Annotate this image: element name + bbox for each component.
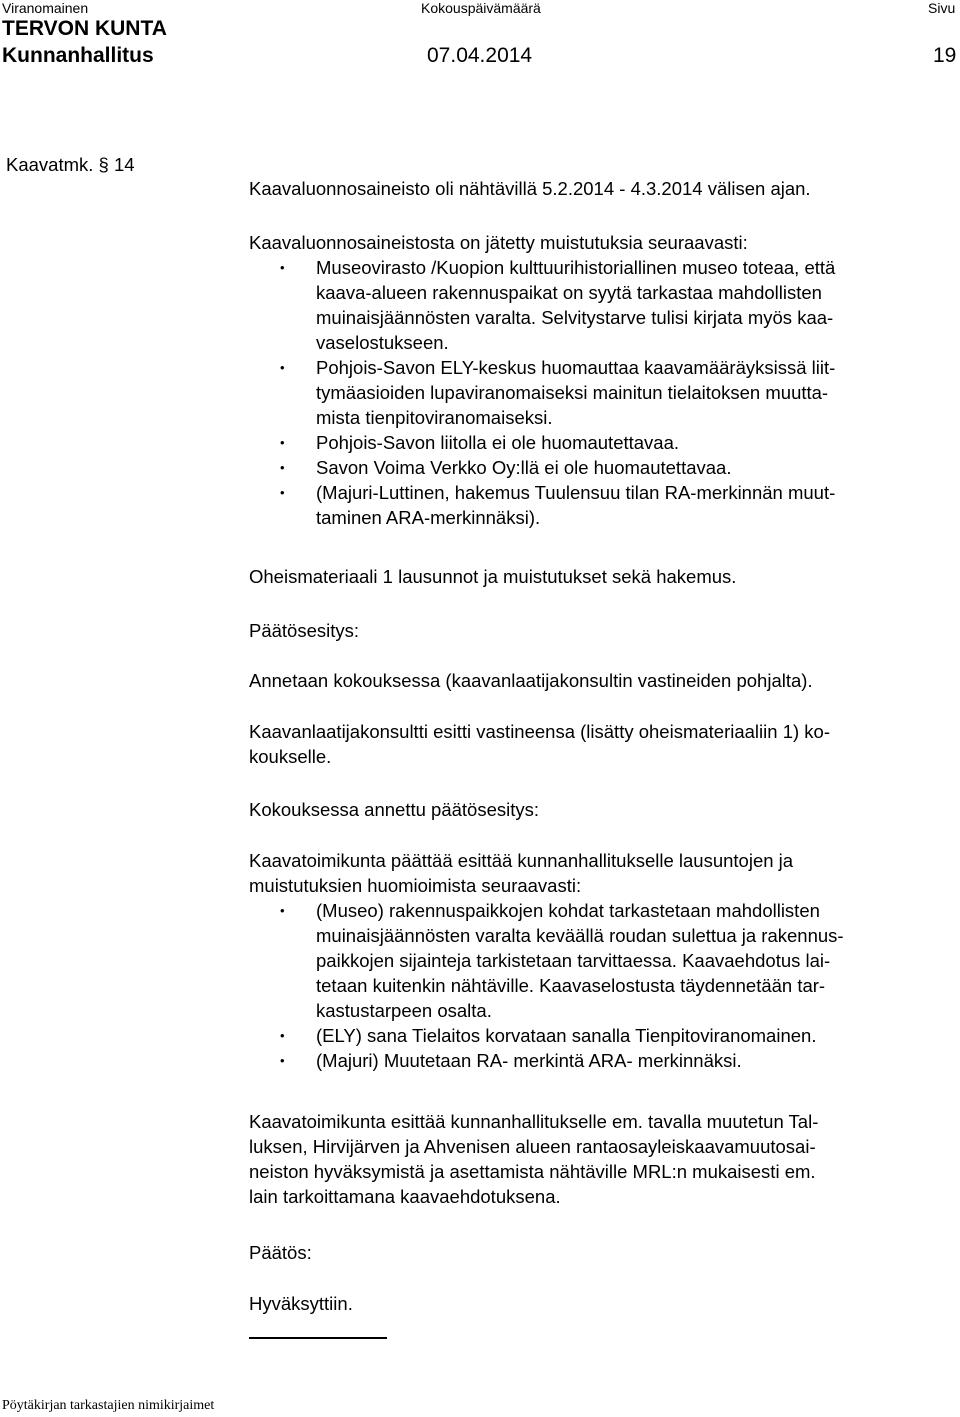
authority-label: Viranomainen <box>2 0 89 16</box>
proposal-text: Annetaan kokouksessa (kaavanlaatijakonsultin vastineiden pohjalta). <box>249 670 813 691</box>
consultant-paragraph: Kaavanlaatijakonsultti esitti vastineensa (lisätty oheismateriaaliin 1) ko- koukselle. <box>249 721 830 767</box>
section-ref: Kaavatmk. § 14 <box>6 154 135 175</box>
municipality-name: TERVON KUNTA <box>2 17 167 40</box>
proposal-label: Päätösesitys: <box>249 620 360 641</box>
signature-line <box>249 1337 387 1339</box>
bullet-icon: • <box>280 260 285 275</box>
bullet-icon: • <box>280 903 285 918</box>
bullet-icon: • <box>280 460 285 475</box>
decision-label: Päätös: <box>249 1242 312 1263</box>
intro-text: Kaavaluonnosaineisto oli nähtävillä 5.2.2014 - 4.3.2014 välisen ajan. <box>249 178 811 199</box>
page-label: Sivu <box>928 0 956 16</box>
bullet-icon: • <box>280 1028 285 1043</box>
comment-item: • Museovirasto /Kuopion kulttuurihistoriallinen museo toteaa, että kaava-alueen rakennuspaikat on syytä tarkastaa mahdollisten muinaisjäännösten varalta. Selvitystarve tulisi kirjata myös kaa- vaselostukseen. <box>280 257 836 353</box>
bullet-icon: • <box>280 435 285 450</box>
date-label: Kokouspäivämäärä <box>421 0 541 16</box>
footer-initials-label: Pöytäkirjan tarkastajien nimikirjaimet <box>2 1398 215 1413</box>
comment-item: • (Majuri-Luttinen, hakemus Tuulensuu tilan RA-merkinnän muut- taminen ARA-merkinnäksi). <box>280 482 836 528</box>
responses-list <box>249 898 954 1073</box>
page-number: 19 <box>933 44 957 67</box>
attachment-text: Oheismateriaali 1 lausunnot ja muistutukset sekä hakemus. <box>249 566 737 587</box>
bullet-icon: • <box>280 1053 285 1068</box>
comments-list <box>249 255 954 530</box>
comment-item: • Pohjois-Savon ELY-keskus huomauttaa kaavamääräyksissä liit- tymäasioiden lupaviranomaiseksi mainitun tielaitoksen muutta- mista tienpitoviranomaiseksi. <box>280 357 836 428</box>
comment-item: • Pohjois-Savon liitolla ei ole huomautettavaa. <box>280 432 680 453</box>
bullet-icon: • <box>280 360 285 375</box>
decision-text: Hyväksyttiin. <box>249 1293 353 1314</box>
intro-paragraph <box>249 176 954 201</box>
meeting-date: 07.04.2014 <box>427 44 533 67</box>
governing-body: Kunnanhallitus <box>2 44 154 67</box>
meeting-proposal-label: Kokouksessa annettu päätösesitys: <box>249 799 540 820</box>
response-item: • (Majuri) Muutetaan RA- merkintä ARA- merkinnäksi. <box>280 1050 742 1071</box>
comments-section <box>249 230 954 530</box>
response-item: • (Museo) rakennuspaikkojen kohdat tarkastetaan mahdollisten muinaisjäännösten varalta keväällä roudan sulettua ja rakennus- paikkojen sijainteja tarkistetaan tarvittaessa. Kaavaehdotus lai- tetaan kuitenkin nähtäville. Kaavaselostusta täydennetään tar- kastustarpeen osalta. <box>280 900 844 1021</box>
response-item: • (ELY) sana Tielaitos korvataan sanalla Tienpitoviranomainen. <box>280 1025 817 1046</box>
comment-item: • Savon Voima Verkko Oy:llä ei ole huomautettavaa. <box>280 457 732 478</box>
attachment-paragraph <box>249 564 954 589</box>
comments-intro: Kaavaluonnosaineistosta on jätetty muistutuksia seuraavasti: <box>249 232 748 253</box>
committee-recommendation: Kaavatoimikunta esittää kunnanhallitukselle em. tavalla muutetun Tal- luksen, Hirvijärven ja Ahvenisen alueen rantaosayleiskaavamuutosai- neiston hyväksymistä ja asettamista nähtäville MRL:n mukaisesti em. lain tarkoittamana kaavaehdotuksena. <box>249 1111 819 1207</box>
bullet-icon: • <box>280 485 285 500</box>
committee-section: Kaavatoimikunta päättää esittää kunnanhallitukselle lausuntojen ja muistutuksien huomioimista seuraavasti: • (Museo) rakennuspaikkojen kohdat tarkastetaan mahdollisten muinaisjäännösten varalta keväällä roudan sulettua ja rakennus- paikkojen sijainteja tarkistetaan tarvittaessa. Kaavaehdotus lai- tetaan kuitenkin nähtäville. Kaavaselostusta täydennetään tar- kastustarpeen osalta. • (ELY) sana Tielaitos korvataan sanalla Tienpitoviranomainen. • (Majuri) Muutetaan RA- merkintä ARA- merkinnäksi. <box>249 848 954 1073</box>
